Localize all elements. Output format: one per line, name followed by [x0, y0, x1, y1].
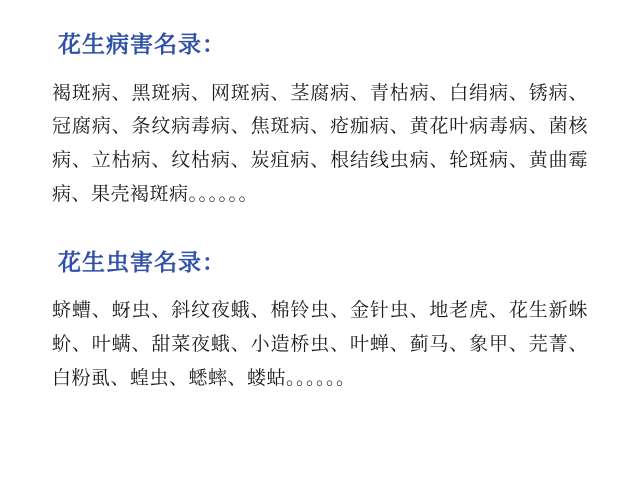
section-body-diseases: 褐斑病、黑斑病、网斑病、茎腐病、青枯病、白绢病、锈病、冠腐病、条纹病毒病、焦斑病、疮痂病、黄花叶病毒病、菌核病、立枯病、纹枯病、炭疽病、根结线虫病、轮斑病、黄曲霉病、果壳褐斑病。。。。。。 [52, 81, 588, 205]
section-body-pests: 蛴螬、蚜虫、斜纹夜蛾、棉铃虫、金针虫、地老虎、花生新蛛蚧、叶螨、甜菜夜蛾、小造桥虫、叶蝉、蓟马、象甲、芫菁、白粉虱、蝗虫、蟋蟀、蝼蛄。。。。。。 [52, 299, 588, 389]
section-heading-pests: 花生虫害名录： [58, 249, 226, 276]
section-diseases [52, 28, 588, 212]
section-spacer [52, 230, 588, 246]
section-pests [52, 246, 588, 396]
section-heading-diseases: 花生病害名录： [58, 32, 226, 58]
